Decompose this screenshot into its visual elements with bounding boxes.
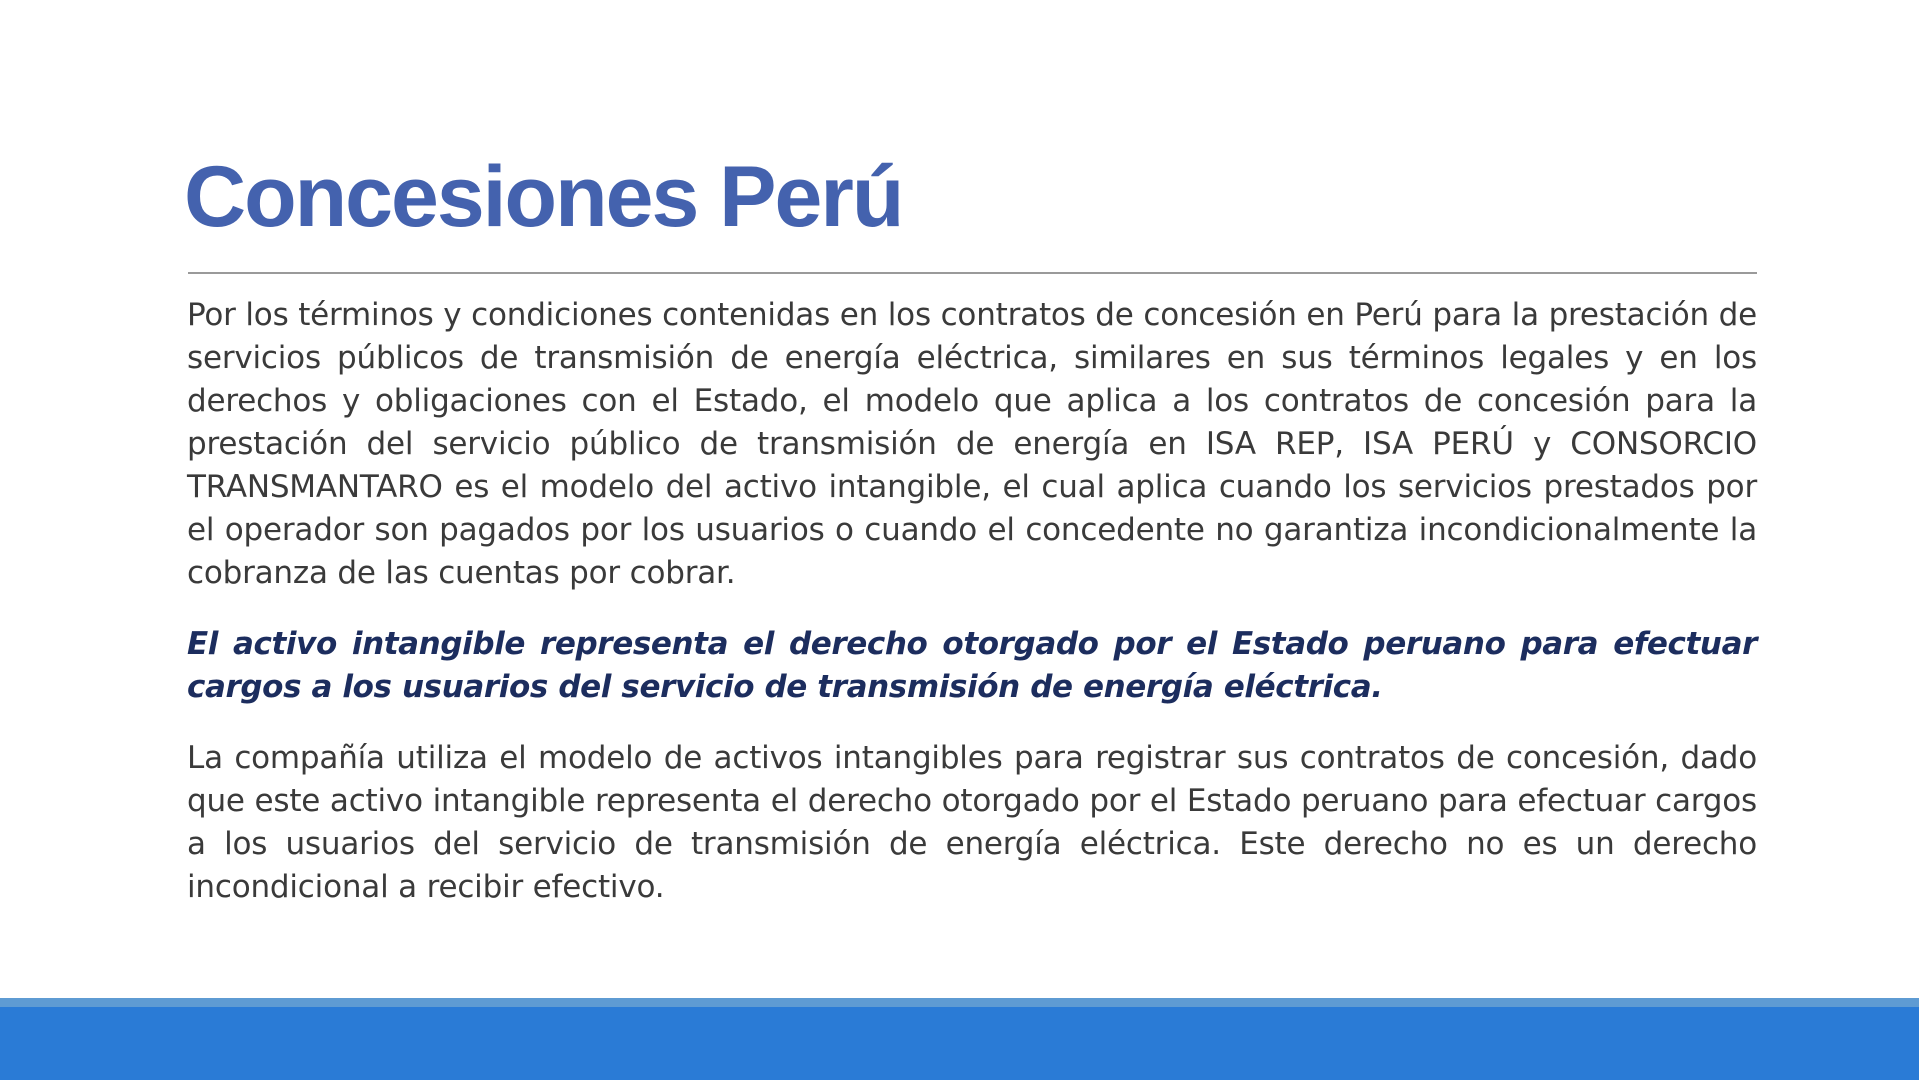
emphasis-paragraph-intangible-asset: El activo intangible representa el derecho otorgado por el Estado peruano para efectuar cargos a los usuarios del servicio de transmisión de energía eléctrica. xyxy=(187,626,1757,705)
footer-band xyxy=(0,1007,1919,1080)
slide-title: Concesiones Perú xyxy=(184,149,903,245)
slide-body xyxy=(187,294,1757,909)
footer-accent-stripe xyxy=(0,998,1919,1007)
body-paragraph-company-model: La compañía utiliza el modelo de activos intangibles para registrar sus contratos de concesión, dado que este activo intangible representa el derecho otorgado por el Estado peruano para efectuar cargos a los usuarios del servicio de transmisión de energía eléctrica. Este derecho no es un derecho incondicional a recibir efectivo. xyxy=(187,740,1757,905)
body-paragraph-concession-model: Por los términos y condiciones contenidas en los contratos de concesión en Perú para la prestación de servicios públicos de transmisión de energía eléctrica, similares en sus términos legales y en los derechos y obligaciones con el Estado, el modelo que aplica a los contratos de concesión para la prestación del servicio público de transmisión de energía en ISA REP, ISA PERÚ y CONSORCIO TRANSMANTARO es el modelo del activo intangible, el cual aplica cuando los servicios prestados por el operador son pagados por los usuarios o cuando el concedente no garantiza incondicionalmente la cobranza de las cuentas por cobrar. xyxy=(187,297,1757,591)
title-divider xyxy=(188,272,1757,274)
